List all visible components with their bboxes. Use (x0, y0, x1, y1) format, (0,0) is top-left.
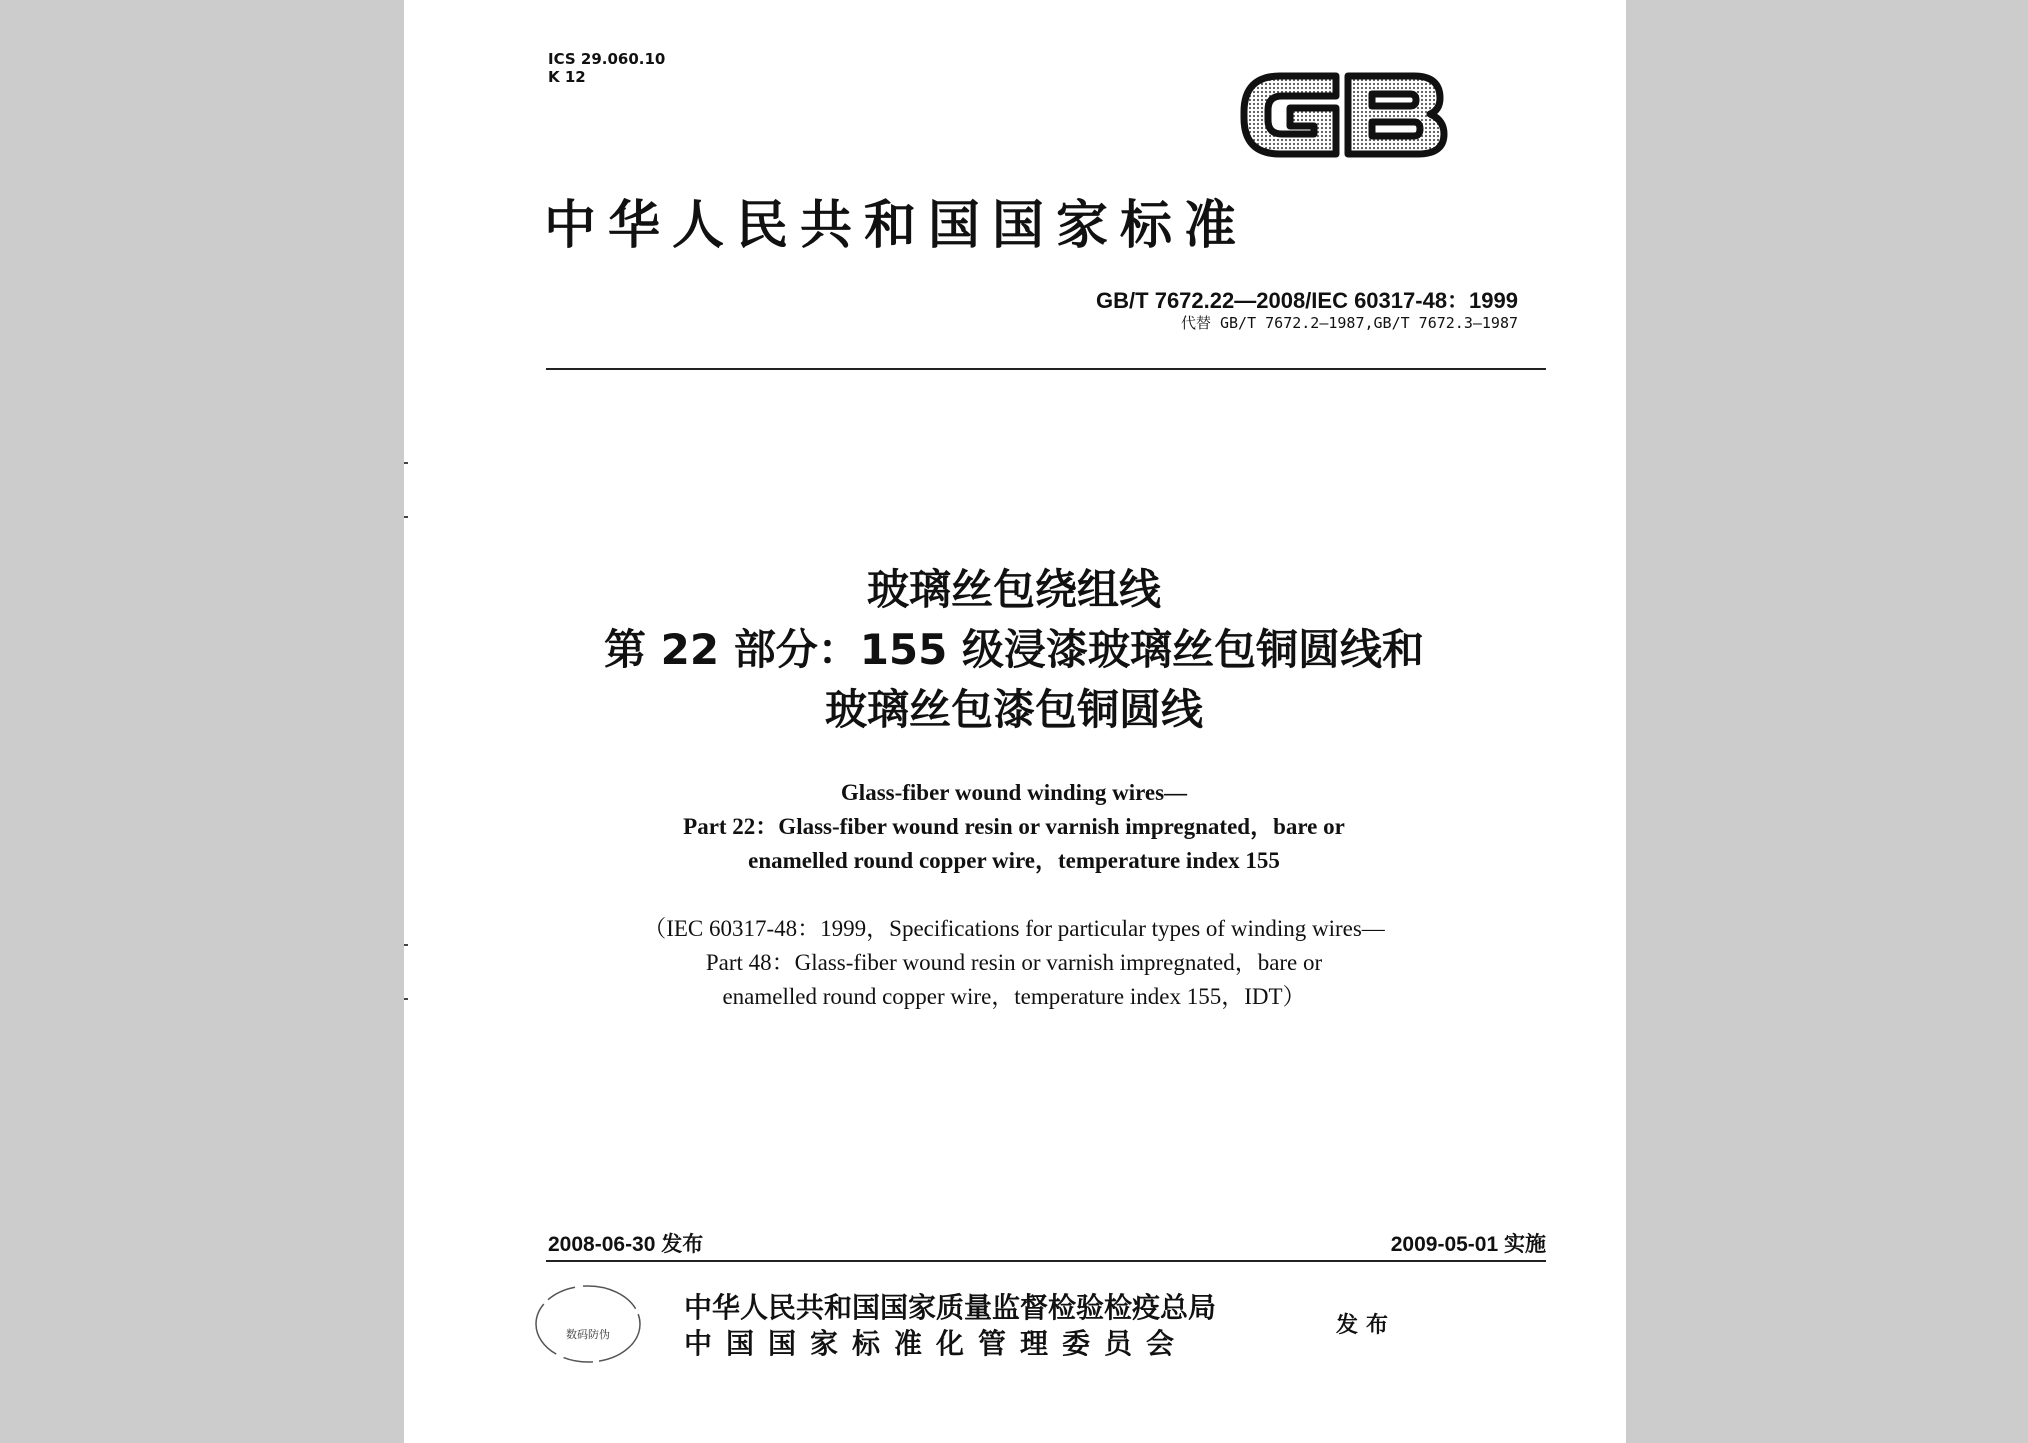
title-en-line-3: enamelled round copper wire，temperature index 155 (748, 848, 1280, 873)
iec-line-3: enamelled round copper wire，temperature index 155，IDT） (722, 984, 1306, 1009)
title-english (444, 776, 1584, 878)
margin-mark (404, 998, 408, 1000)
stamp-text: 数码防伪 (566, 1328, 610, 1341)
margin-mark (404, 944, 408, 946)
ics-code: ICS 29.060.10 (548, 50, 666, 68)
title-en-line-1: Glass-fiber wound winding wires— (840, 780, 1188, 805)
anti-counterfeit-stamp (528, 1276, 648, 1376)
title-en-line-2: Part 22：Glass-fiber wound resin or varnish impregnated，bare or (683, 814, 1345, 839)
classification-codes (548, 50, 665, 86)
margin-mark (404, 462, 408, 464)
iec-line-2: Part 48：Glass-fiber wound resin or varnish impregnated，bare or (705, 950, 1323, 975)
title-zh-line-3: 玻璃丝包漆包铜圆线 (824, 685, 1203, 734)
national-standard-heading: 中华人民共和国国家标准 (544, 195, 1249, 256)
issue-label: 发布 (1336, 1313, 1397, 1338)
document-page (404, 0, 1626, 1443)
issuer-aqsiq: 中华人民共和国国家质量监督检验检疫总局 (684, 1291, 1217, 1324)
footer-divider (546, 1260, 1546, 1262)
iec-line-1: （IEC 60317-48：1999，Specifications for particular types of winding wires— (643, 916, 1385, 941)
title-chinese (444, 560, 1584, 740)
title-zh-line-2: 第 22 部分：155 级浸漆玻璃丝包铜圆线和 (604, 625, 1424, 674)
margin-mark (404, 516, 408, 518)
standard-number: GB/T 7672.22—2008/IEC 60317-48：1999 (1096, 288, 1518, 313)
title-zh-line-1: 玻璃丝包绕组线 (866, 565, 1161, 614)
iec-reference (444, 912, 1584, 1014)
header-divider (546, 368, 1546, 370)
issuing-authorities (684, 1290, 1216, 1362)
replaces-note: 代替 GB/T 7672.2—1987,GB/T 7672.3—1987 (1180, 314, 1518, 332)
publish-date: 2008-06-30 发布 (548, 1233, 704, 1256)
gb-logo (1236, 62, 1450, 170)
implementation-date: 2009-05-01 实施 (1390, 1233, 1546, 1256)
ccs-code: K 12 (548, 68, 586, 86)
issuer-sac: 中国国家标准化管理委员会 (684, 1327, 1189, 1360)
